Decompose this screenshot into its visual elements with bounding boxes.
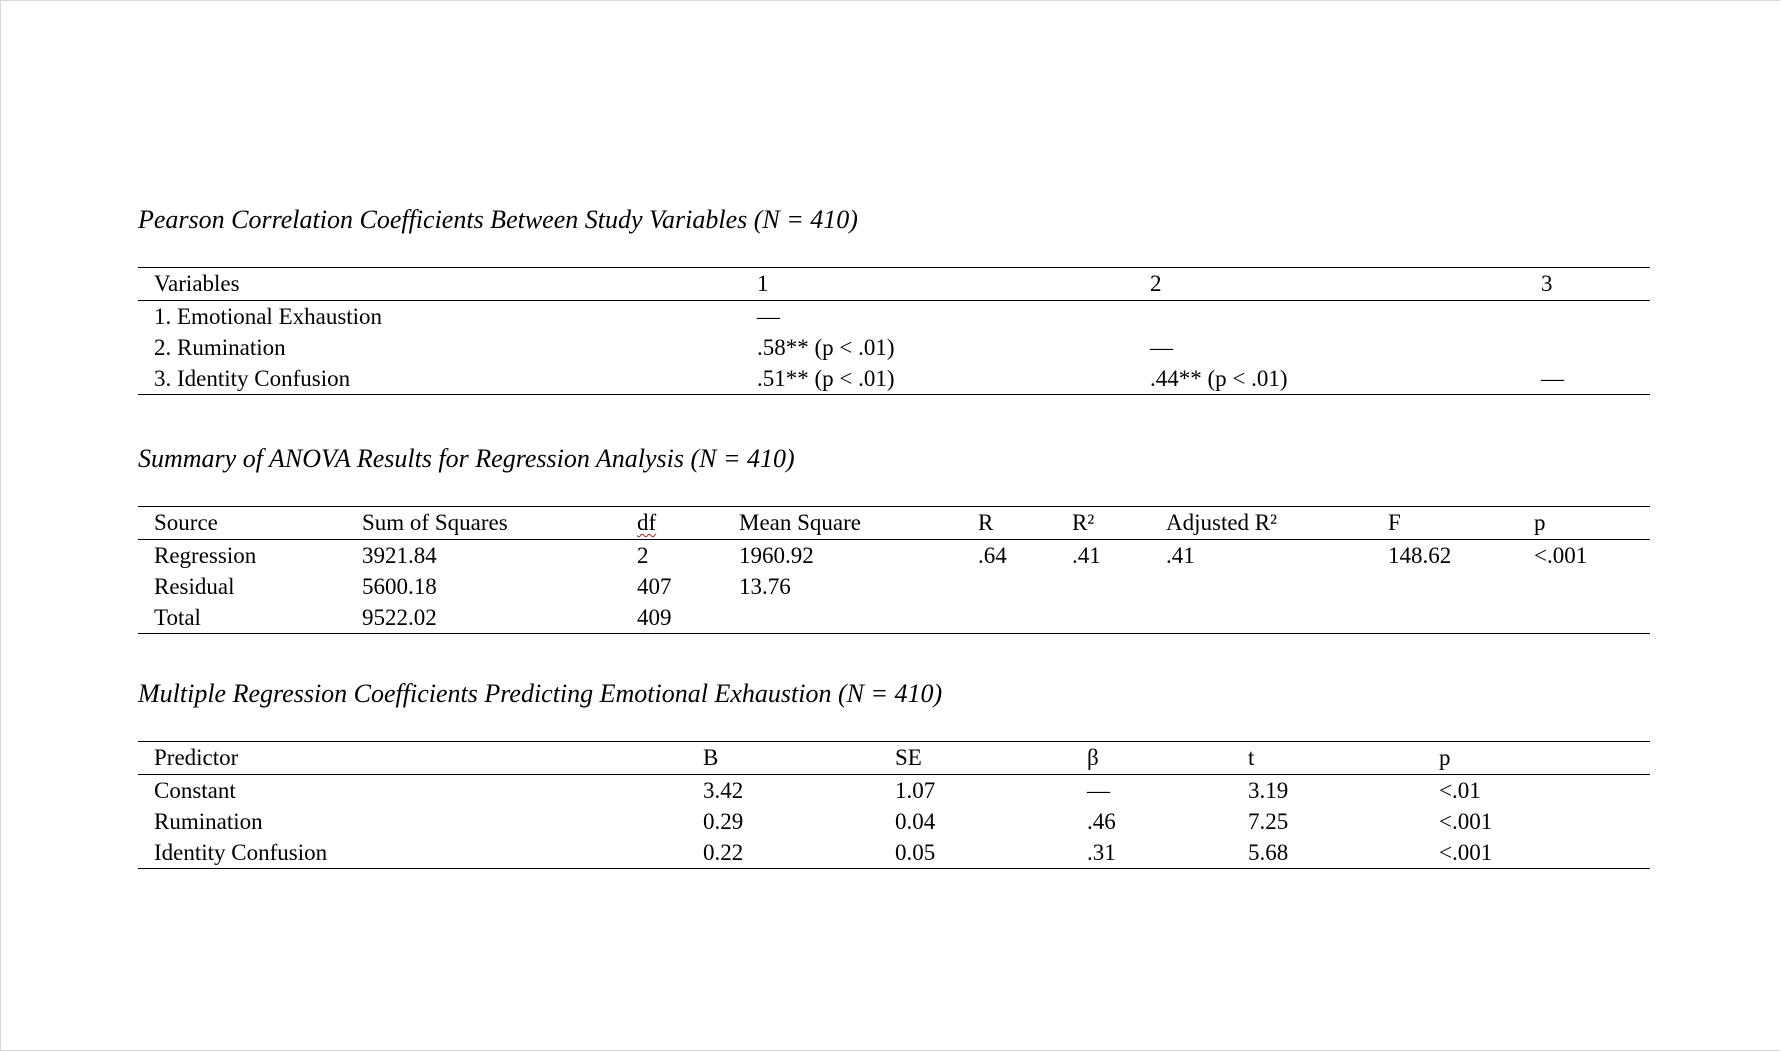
correlation-table	[138, 267, 1650, 395]
table-row	[138, 806, 1650, 837]
header-cell: p	[1439, 745, 1451, 770]
table-row	[138, 775, 1650, 807]
table-cell: 0.22	[703, 839, 744, 865]
header-cell: Sum of Squares	[362, 510, 508, 535]
header-cell	[621, 507, 723, 540]
table-cell: 3. Identity Confusion	[154, 365, 351, 391]
table-cell: .64	[978, 542, 1007, 568]
table-cell: 3.19	[1248, 777, 1289, 803]
table-cell	[1518, 602, 1650, 634]
header-cell: R	[978, 510, 994, 535]
header-cell: SE	[895, 745, 922, 770]
table2-caption: Summary of ANOVA Results for Regression Analysis (N = 410)	[138, 444, 795, 473]
table-cell: Identity Confusion	[154, 839, 328, 865]
table-row	[138, 571, 1650, 602]
table-cell: 13.76	[739, 573, 791, 599]
table-row	[138, 332, 1650, 363]
table-cell: 3.42	[703, 777, 744, 803]
header-cell: B	[703, 745, 719, 770]
table-row	[138, 837, 1650, 869]
table-row	[138, 602, 1650, 634]
table-cell: —	[757, 303, 780, 329]
table-row	[138, 540, 1650, 572]
header-cell: Predictor	[154, 745, 239, 770]
table-cell: .31	[1087, 839, 1116, 865]
table-cell: 0.29	[703, 808, 744, 834]
table-cell	[962, 571, 1056, 602]
table-cell: 1960.92	[739, 542, 814, 568]
table-cell: 3921.84	[362, 542, 437, 568]
table-cell	[1150, 571, 1372, 602]
table-cell: <.001	[1439, 808, 1493, 834]
header-cell: β	[1087, 745, 1099, 770]
table-cell	[1525, 332, 1650, 363]
table-cell	[723, 602, 962, 634]
table-cell: 407	[637, 573, 672, 599]
table-cell	[1056, 602, 1150, 634]
header-cell: 1	[757, 271, 769, 296]
table-cell: <.001	[1439, 839, 1493, 865]
table-cell: 0.05	[895, 839, 936, 865]
anova-table	[138, 506, 1650, 634]
table-cell: Constant	[154, 777, 236, 803]
header-cell: 3	[1541, 271, 1553, 296]
header-cell: Source	[154, 510, 218, 535]
coefficients-table	[138, 741, 1650, 869]
table-cell: 7.25	[1248, 808, 1289, 834]
table-cell: .51** (p < .01)	[757, 365, 895, 391]
table3-caption: Multiple Regression Coefficients Predicting Emotional Exhaustion (N = 410)	[138, 679, 943, 708]
table-row	[138, 363, 1650, 395]
table-cell: Residual	[154, 573, 235, 599]
table-cell: 2. Rumination	[154, 334, 286, 360]
table-cell: 5600.18	[362, 573, 437, 599]
header-cell: Variables	[154, 271, 240, 296]
header-cell: Adjusted R²	[1166, 510, 1278, 535]
table-cell: 2	[637, 542, 649, 568]
header-cell: p	[1534, 510, 1546, 535]
header-cell: R²	[1072, 510, 1095, 535]
table-cell	[1372, 602, 1518, 634]
table-cell: .46	[1087, 808, 1116, 834]
table-row	[138, 301, 1650, 333]
table-header-row	[138, 268, 1650, 301]
df-label: df	[637, 510, 657, 535]
table-cell: 409	[637, 604, 672, 630]
table-cell: 1. Emotional Exhaustion	[154, 303, 383, 329]
table-cell	[1518, 571, 1650, 602]
table-cell: <.01	[1439, 777, 1481, 803]
header-cell: 2	[1150, 271, 1162, 296]
table-cell: 9522.02	[362, 604, 437, 630]
table-cell: Total	[154, 604, 201, 630]
table-cell	[1372, 571, 1518, 602]
table-cell: —	[1541, 365, 1564, 391]
table-header-row	[138, 507, 1650, 540]
header-cell: Mean Square	[739, 510, 861, 535]
table-header-row	[138, 742, 1650, 775]
table-cell	[1525, 301, 1650, 333]
table-cell: 0.04	[895, 808, 936, 834]
table-cell: 148.62	[1388, 542, 1452, 568]
table-cell: Rumination	[154, 808, 263, 834]
table-cell: .41	[1072, 542, 1101, 568]
table-cell: .41	[1166, 542, 1195, 568]
table-cell	[962, 602, 1056, 634]
table-cell: .44** (p < .01)	[1150, 365, 1288, 391]
table-cell	[1134, 301, 1525, 333]
table-cell: —	[1150, 334, 1173, 360]
table-cell: —	[1087, 777, 1110, 803]
table-cell: 5.68	[1248, 839, 1289, 865]
table-cell: <.001	[1534, 542, 1588, 568]
header-cell: F	[1388, 510, 1401, 535]
table-cell: Regression	[154, 542, 257, 568]
table-cell: 1.07	[895, 777, 936, 803]
table-cell	[1056, 571, 1150, 602]
table-cell: .58** (p < .01)	[757, 334, 895, 360]
table-cell	[1150, 602, 1372, 634]
header-cell: t	[1248, 745, 1255, 770]
table1-caption: Pearson Correlation Coefficients Between Study Variables (N = 410)	[138, 205, 858, 234]
